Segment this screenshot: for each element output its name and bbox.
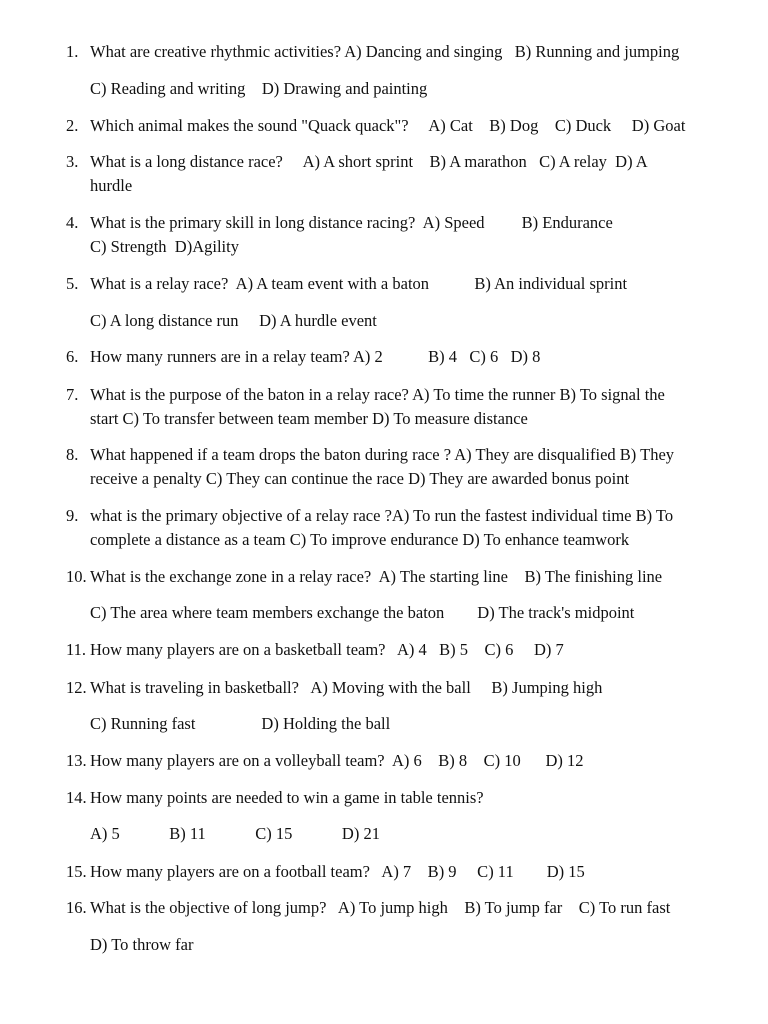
question-line: Which animal makes the sound "Quack quack"? A) Cat B) Dog C) Duck D) Goat bbox=[90, 116, 686, 135]
question-line: C) The area where team members exchange the baton D) The track's midpoint bbox=[90, 603, 635, 622]
question-line: start C) To transfer between team member D) To measure distance bbox=[90, 409, 528, 428]
question-number: 10. bbox=[66, 567, 87, 586]
question-number: 8. bbox=[66, 445, 79, 464]
question-line: what is the primary objective of a relay race ?A) To run the fastest individual time B) To bbox=[90, 506, 674, 525]
question-text bbox=[90, 504, 732, 552]
question-text bbox=[90, 676, 732, 700]
question-line: How many players are on a volleyball team? A) 6 B) 8 C) 10 D) 12 bbox=[90, 751, 584, 770]
question-line: How many points are needed to win a game in table tennis? bbox=[90, 788, 484, 807]
question-number: 11. bbox=[66, 640, 87, 659]
question-text bbox=[90, 345, 732, 369]
question-line: How many players are on a basketball team? A) 4 B) 5 C) 6 D) 7 bbox=[90, 640, 564, 659]
question-number: 5. bbox=[66, 274, 79, 293]
question-text bbox=[90, 40, 732, 64]
question-text bbox=[90, 150, 732, 198]
question-text bbox=[90, 114, 732, 138]
question-text bbox=[90, 383, 732, 431]
question-line: receive a penalty C) They can continue the race D) They are awarded bonus point bbox=[90, 469, 630, 488]
question-line: What is the purpose of the baton in a relay race? A) To time the runner B) To signal the bbox=[90, 385, 665, 404]
question-line: How many players are on a football team? A) 7 B) 9 C) 11 D) 15 bbox=[90, 862, 585, 881]
question-number: 14. bbox=[66, 788, 87, 807]
question-number: 12. bbox=[66, 678, 87, 697]
question-text bbox=[90, 786, 732, 810]
question-line: complete a distance as a team C) To improve endurance D) To enhance teamwork bbox=[90, 530, 630, 549]
question-line: What is the primary skill in long distance racing? A) Speed B) Endurance bbox=[90, 213, 613, 232]
question-number: 9. bbox=[66, 506, 79, 525]
question-number: 16. bbox=[66, 898, 87, 917]
question-number: 6. bbox=[66, 347, 79, 366]
question-line: What is traveling in basketball? A) Moving with the ball B) Jumping high bbox=[90, 678, 603, 697]
question-text bbox=[90, 565, 732, 589]
question-line: What are creative rhythmic activities? A) Dancing and singing B) Running and jumping bbox=[90, 42, 680, 61]
question-text bbox=[90, 638, 732, 662]
question-text bbox=[90, 272, 732, 296]
question-text bbox=[90, 443, 732, 491]
question-line: C) Reading and writing D) Drawing and painting bbox=[90, 79, 428, 98]
question-line: What is a relay race? A) A team event with a baton B) An individual sprint bbox=[90, 274, 628, 293]
question-line: D) To throw far bbox=[90, 935, 194, 954]
question-number: 7. bbox=[66, 385, 79, 404]
question-number: 1. bbox=[66, 42, 79, 61]
question-text bbox=[90, 749, 732, 773]
question-line: What is the objective of long jump? A) To jump high B) To jump far C) To run fast bbox=[90, 898, 671, 917]
question-text bbox=[90, 896, 732, 920]
question-number: 2. bbox=[66, 116, 79, 135]
question-text bbox=[90, 860, 732, 884]
question-line: C) Running fast D) Holding the ball bbox=[90, 714, 391, 733]
question-number: 13. bbox=[66, 751, 87, 770]
question-line: What is a long distance race? A) A short sprint B) A marathon C) A relay D) A bbox=[90, 152, 648, 171]
question-text bbox=[90, 211, 732, 259]
question-line: What happened if a team drops the baton during race ? A) They are disqualified B) They bbox=[90, 445, 675, 464]
question-number: 3. bbox=[66, 152, 79, 171]
question-number: 4. bbox=[66, 213, 79, 232]
question-line: C) A long distance run D) A hurdle event bbox=[90, 311, 377, 330]
question-line: C) Strength D)Agility bbox=[90, 237, 239, 256]
question-line: hurdle bbox=[90, 176, 133, 195]
question-line: A) 5 B) 11 C) 15 D) 21 bbox=[90, 824, 380, 843]
question-line: What is the exchange zone in a relay race? A) The starting line B) The finishing line bbox=[90, 567, 663, 586]
question-line: How many runners are in a relay team? A) 2 B) 4 C) 6 D) 8 bbox=[90, 347, 541, 366]
question-number: 15. bbox=[66, 862, 87, 881]
